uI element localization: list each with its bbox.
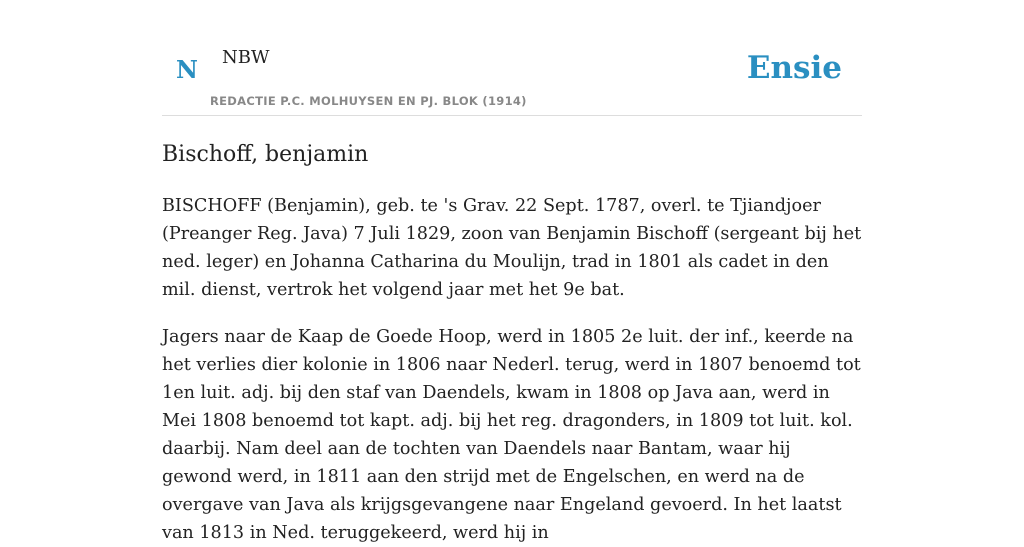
article-title: Bischoff, benjamin (162, 142, 369, 167)
source-name[interactable]: NBW (222, 47, 270, 68)
source-logo[interactable]: N (176, 55, 198, 84)
article-paragraph: Jagers naar de Kaap de Goede Hoop, werd in 1805 2e luit. der inf., keerde na het verlies dier kolonie in 1806 naar Nederl. terug, werd in 1807 benoemd tot 1en luit. adj. bij den staf van Daendels, kwam in 1808 op Java aan, werd in Mei 1808 benoemd tot kapt. adj. bij het reg. dragonders, in 1809 tot luit. kol. daarbij. Nam deel aan de tochten van Daendels naar Bantam, waar hij gewond werd, in 1811 aan den strijd met de Engelschen, en werd na de overgave van Java als krijgsgevangene naar Engeland gevoerd. In het laatst van 1813 in Ned. teruggekeerd, werd hij in (162, 327, 861, 543)
brand-logo[interactable]: Ensie (746, 50, 842, 86)
source-subtitle: REDACTIE P.C. MOLHUYSEN EN PJ. BLOK (1914) (210, 94, 527, 108)
article (162, 142, 862, 547)
page (162, 0, 862, 543)
article-paragraph: BISCHOFF (Benjamin), geb. te 's Grav. 22 Sept. 1787, overl. te Tjiandjoer (Preanger Reg. Java) 7 Juli 1829, zoon van Benjamin Bischoff (sergeant bij het ned. leger) en Johanna Catharina du Moulijn, trad in 1801 als cadet in den mil. dienst, vertrok het volgend jaar met het 9e bat. (162, 196, 862, 300)
header (162, 0, 862, 116)
